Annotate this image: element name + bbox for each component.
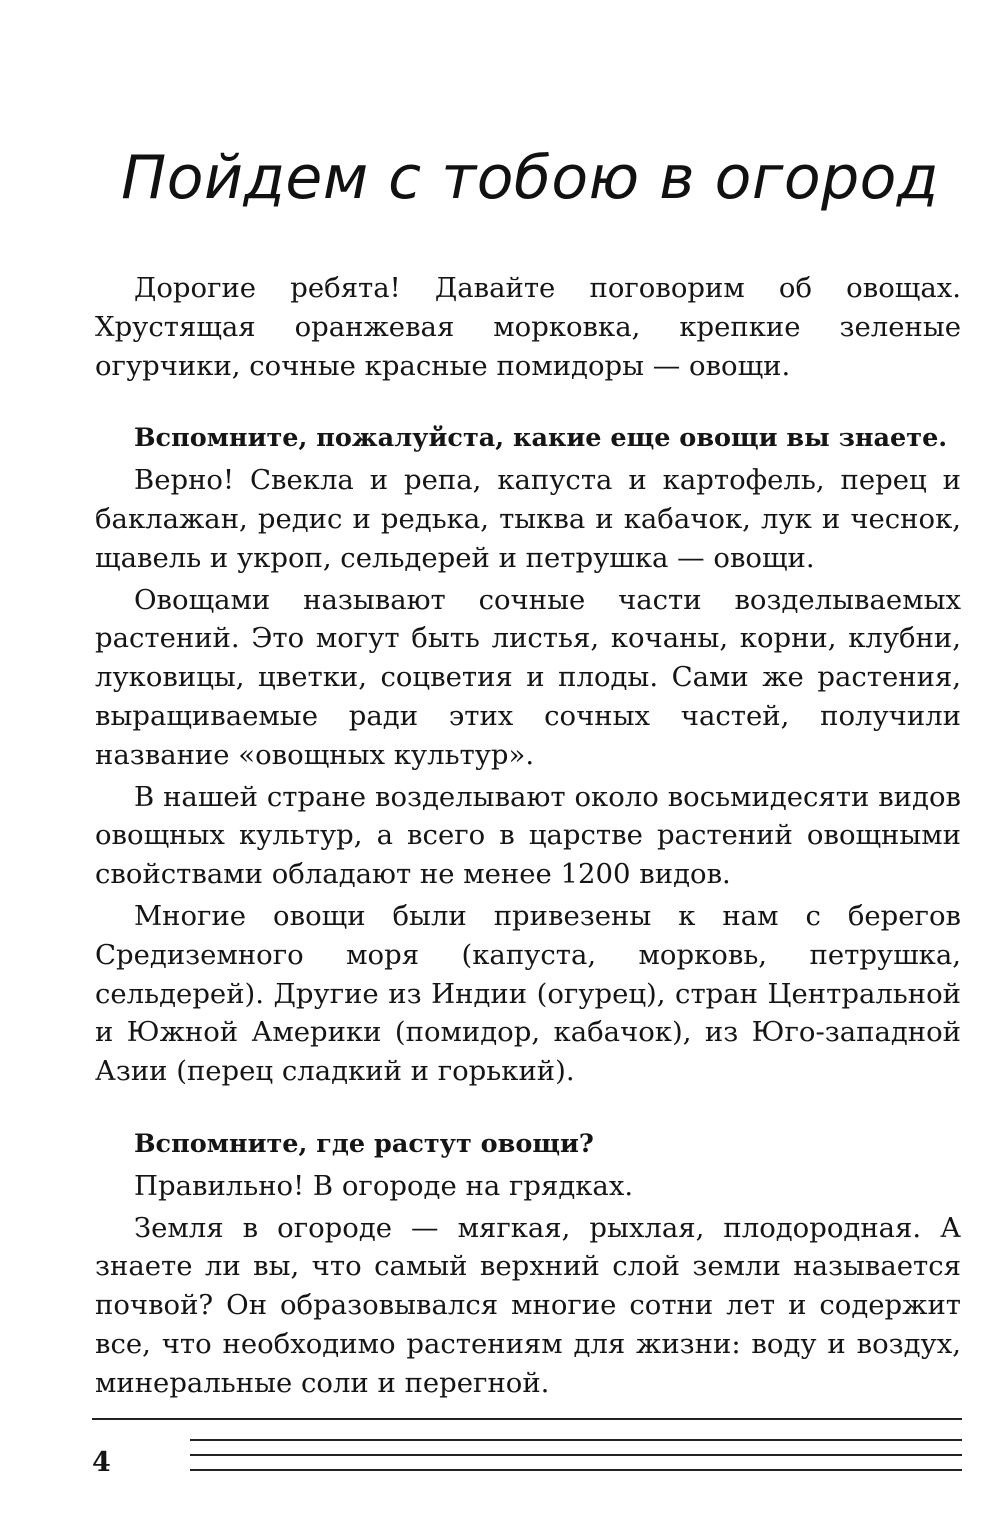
page-body [95,269,961,1406]
vegetables-list-paragraph: Верно! Свекла и репа, капуста и картофель, перец и баклажан, редис и редька, тыква и кабачок, лук и чеснок, щавель и укроп, сельдерей и петрушка — овощи. [95,464,961,574]
soil-paragraph: Земля в огороде — мягкая, рыхлая, плодородная. А знаете ли вы, что самый верхний слой земли называется почвой? Он образовывался многие сотни лет и содержит все, что необходимо растениям для жизни: воду и воздух, минеральные соли и перегной. [95,1211,961,1399]
footer-rule [92,1418,962,1420]
page-title: Пойдем с тобою в огород [121,143,939,213]
answer-paragraph: Правильно! В огороде на грядках. [134,1169,634,1202]
species-count-paragraph: В нашей стране возделывают около восьмидесяти видов овощных культур, а всего в царстве растений овощными свойствами обладают не менее 1200 видов. [95,780,961,891]
intro-paragraph: Дорогие ребята! Давайте поговорим об овощах. Хрустящая оранжевая морковка, крепкие зеленые огурчики, сочные красные помидоры — овощи. [95,272,961,382]
origin-paragraph: Многие овощи были привезены к нам с берегов Средиземного моря (капуста, морковь, петрушка, сельдерей). Другие из Индии (огурец), стран Центральной и Южной Америки (помидор, кабачок), из Юго-западной Азии (перец сладкий и горький). [95,899,961,1088]
footer-rule [190,1439,962,1441]
definition-paragraph: Овощами называют сочные части возделываемых растений. Это могут быть листья, кочаны, корни, клубни, луковицы, цветки, соцветия и плоды. Сами же растения, выращиваемые ради этих сочных частей, получили название «овощных культур». [95,583,961,771]
footer-rule [190,1469,962,1471]
question-heading-2: Вспомните, где растут овощи? [134,1128,594,1159]
footer-rule [190,1454,962,1456]
page-number: 4 [92,1447,111,1478]
question-heading: Вспомните, пожалуйста, какие еще овощи вы знаете. [134,423,948,454]
